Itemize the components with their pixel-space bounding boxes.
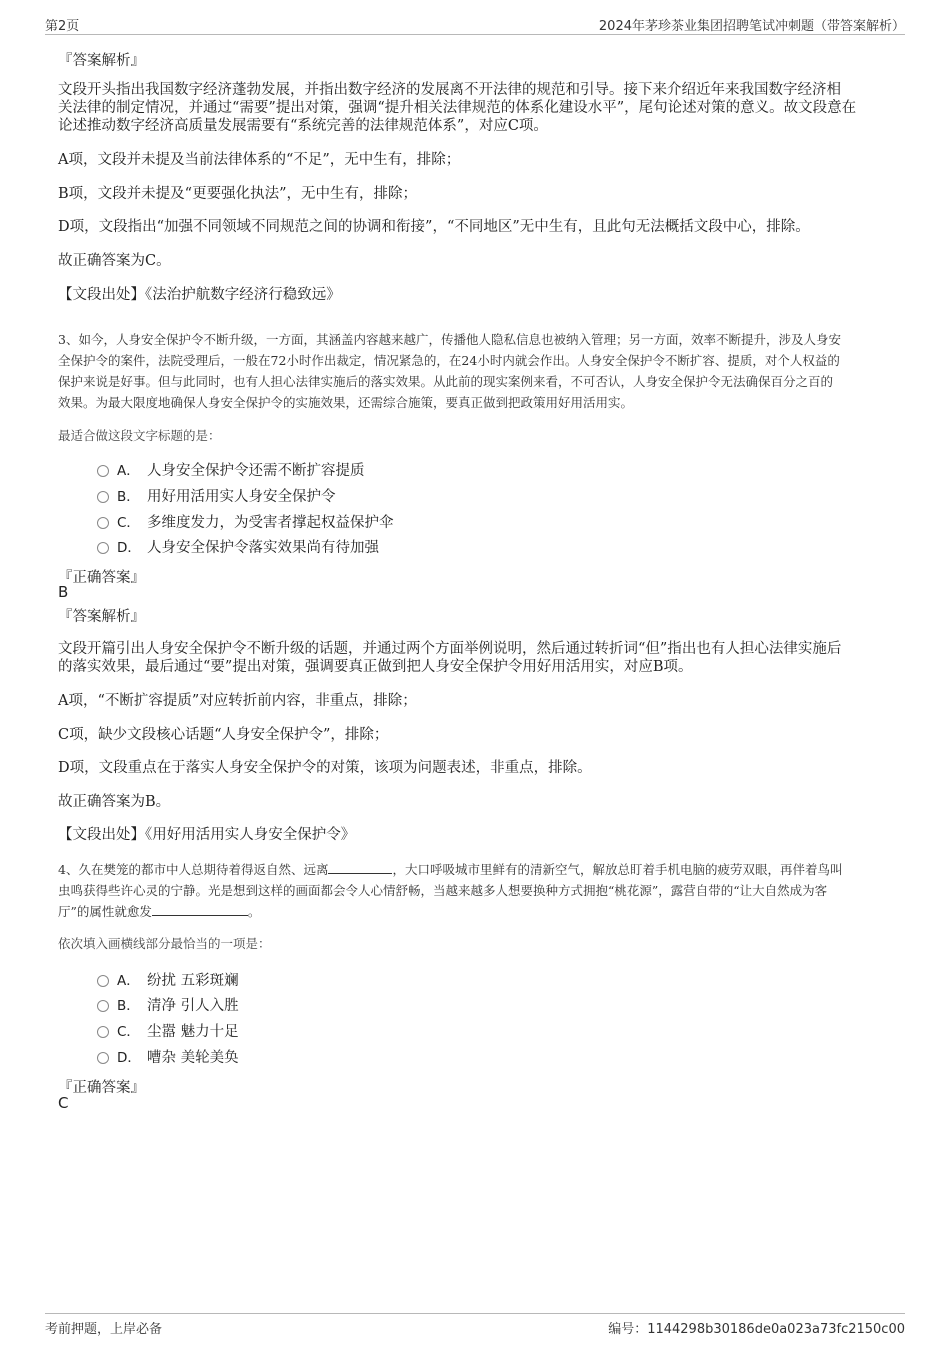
q4-option-d[interactable] bbox=[97, 1046, 239, 1066]
q4-prompt: 依次填入画横线部分最恰当的一项是： bbox=[58, 936, 271, 951]
correct-answer-label: 『正确答案』 bbox=[58, 570, 145, 586]
question-line: 全保护令的案件，法院受理后，一般在72小时作出裁定，情况紧急的，在24小时内就会作出。人身安全保护令不断扩容、提质，对个人权益的 bbox=[58, 353, 840, 368]
option-letter: A． bbox=[117, 973, 140, 989]
option-letter: A． bbox=[117, 463, 140, 479]
page-header bbox=[45, 12, 905, 35]
option-text: 用好用活用实人身安全保护令 bbox=[147, 488, 336, 505]
analysis-label: 『答案解析』 bbox=[58, 53, 145, 69]
q3-option-b[interactable] bbox=[97, 485, 336, 505]
q4-option-c[interactable] bbox=[97, 1020, 239, 1040]
q3-prompt: 最适合做这段文字标题的是： bbox=[58, 428, 221, 443]
analysis-line: 的落实效果，最后通过“要”提出对策，强调要真正做到把人身安全保护令用好用活用实，对应B项。 bbox=[58, 659, 693, 675]
question-fragment: 厅”的属性就愈发 bbox=[58, 904, 152, 919]
option-text: 人身安全保护令落实效果尚有待加强 bbox=[147, 539, 379, 556]
q4-option-b[interactable] bbox=[97, 994, 239, 1014]
document-code: 编号：1144298b30186de0a023a73fc2150c00 bbox=[608, 1322, 905, 1337]
option-letter: B． bbox=[117, 998, 140, 1014]
analysis-line: 论述推动数字经济高质量发展需要有“系统完善的法律规范体系”，对应C项。 bbox=[58, 118, 548, 134]
option-text: 嘈杂 美轮美奂 bbox=[147, 1049, 239, 1066]
q3-source: 【文段出处】《用好用活用实人身安全保护令》 bbox=[58, 827, 356, 843]
analysis-line: 关法律的制定情况，并通过“需要”提出对策，强调“提升相关法律规范的体系化建设水平”，尾句论述对策的意义。故文段意在 bbox=[58, 100, 857, 116]
q3-option-d[interactable] bbox=[97, 536, 379, 556]
option-letter: C． bbox=[117, 1024, 140, 1040]
correct-answer-label: 『正确答案』 bbox=[58, 1080, 145, 1096]
q4-option-a[interactable] bbox=[97, 969, 239, 989]
radio-button[interactable] bbox=[97, 975, 109, 987]
question-line: 3、如今，人身安全保护令不断升级，一方面，其涵盖内容越来越广，传播他人隐私信息也被纳入管理；另一方面，效率不断提升，涉及人身安 bbox=[58, 332, 841, 347]
question-fragment: ，大口呼吸城市里鲜有的清新空气，解放总盯着手机电脑的疲劳双眼，再伴着鸟叫 bbox=[392, 862, 843, 877]
radio-button[interactable] bbox=[97, 465, 109, 477]
footer-slogan: 考前押题，上岸必备 bbox=[45, 1322, 163, 1337]
page-footer bbox=[45, 1313, 905, 1338]
q3-note-d: D项，文段重点在于落实人身安全保护令的对策，该项为问题表述，非重点，排除。 bbox=[58, 760, 592, 776]
q2-note-a: A项，文段并未提及当前法律体系的“不足”，无中生有，排除； bbox=[58, 152, 461, 168]
question-line: 效果。为最大限度地确保人身安全保护令的实施效果，还需综合施策，要真正做到把政策用好用活用实。 bbox=[58, 395, 634, 410]
radio-button[interactable] bbox=[97, 491, 109, 503]
q2-conclusion: 故正确答案为C。 bbox=[58, 253, 171, 269]
fill-blank-1 bbox=[328, 859, 392, 874]
analysis-line: 文段开篇引出人身安全保护令不断升级的话题，并通过两个方面举例说明，然后通过转折词“但”指出也有人担心法律实施后 bbox=[58, 641, 842, 657]
question-line: 保护来说是好事。但与此同时，也有人担心法律实施后的落实效果。从此前的现实案例来看，不可否认，人身安全保护令无法确保百分之百的 bbox=[58, 374, 834, 389]
option-letter: C． bbox=[117, 515, 140, 531]
q3-analysis bbox=[58, 640, 898, 676]
analysis-label: 『答案解析』 bbox=[58, 609, 145, 625]
question-line: 虫鸣获得些许心灵的宁静。光是想到这样的画面都会令人心情舒畅，当越来越多人想要换种方式拥抱“桃花源”，露营自带的“让大自然成为客 bbox=[58, 883, 828, 898]
question-fragment: 4、久在樊笼的都市中人总期待着得返自然、远离 bbox=[58, 862, 329, 877]
q3-note-a: A项，“不断扩容提质”对应转折前内容，非重点，排除； bbox=[58, 693, 417, 709]
correct-answer: C bbox=[58, 1094, 69, 1112]
option-text: 多维度发力，为受害者撑起权益保护伞 bbox=[147, 514, 394, 531]
q3-option-c[interactable] bbox=[97, 511, 394, 531]
q3-question-text bbox=[58, 329, 903, 413]
option-letter: B． bbox=[117, 489, 140, 505]
q2-source: 【文段出处】《法治护航数字经济行稳致远》 bbox=[58, 287, 341, 303]
radio-button[interactable] bbox=[97, 1052, 109, 1064]
question-line bbox=[58, 901, 903, 922]
q3-note-c: C项，缺少文段核心话题“人身安全保护令”，排除； bbox=[58, 727, 389, 743]
radio-button[interactable] bbox=[97, 1026, 109, 1038]
q3-conclusion: 故正确答案为B。 bbox=[58, 794, 171, 810]
correct-answer: B bbox=[58, 583, 69, 601]
q2-analysis bbox=[58, 81, 898, 135]
q4-question-text bbox=[58, 859, 903, 922]
page-number: 第2页 bbox=[45, 19, 80, 34]
option-text: 清净 引人入胜 bbox=[147, 997, 239, 1014]
question-line bbox=[58, 859, 903, 880]
option-text: 尘嚣 魅力十足 bbox=[147, 1023, 239, 1040]
radio-button[interactable] bbox=[97, 542, 109, 554]
q2-note-d: D项，文段指出“加强不同领域不同规范之间的协调和衔接”，“不同地区”无中生有，且此句无法概括文段中心，排除。 bbox=[58, 219, 810, 235]
q3-option-a[interactable] bbox=[97, 459, 365, 479]
q2-note-b: B项，文段并未提及“更要强化执法”，无中生有，排除； bbox=[58, 186, 417, 202]
option-letter: D． bbox=[117, 540, 141, 556]
option-letter: D． bbox=[117, 1050, 141, 1066]
radio-button[interactable] bbox=[97, 1000, 109, 1012]
option-text: 纷扰 五彩斑斓 bbox=[147, 972, 239, 989]
analysis-line: 文段开头指出我国数字经济蓬勃发展，并指出数字经济的发展离不开法律的规范和引导。接下来介绍近年来我国数字经济相 bbox=[58, 82, 841, 98]
question-fragment: 。 bbox=[247, 904, 261, 919]
option-text: 人身安全保护令还需不断扩容提质 bbox=[147, 462, 365, 479]
document-title: 2024年茅珍茶业集团招聘笔试冲刺题（带答案解析） bbox=[598, 19, 905, 34]
radio-button[interactable] bbox=[97, 517, 109, 529]
fill-blank-2 bbox=[152, 901, 248, 916]
